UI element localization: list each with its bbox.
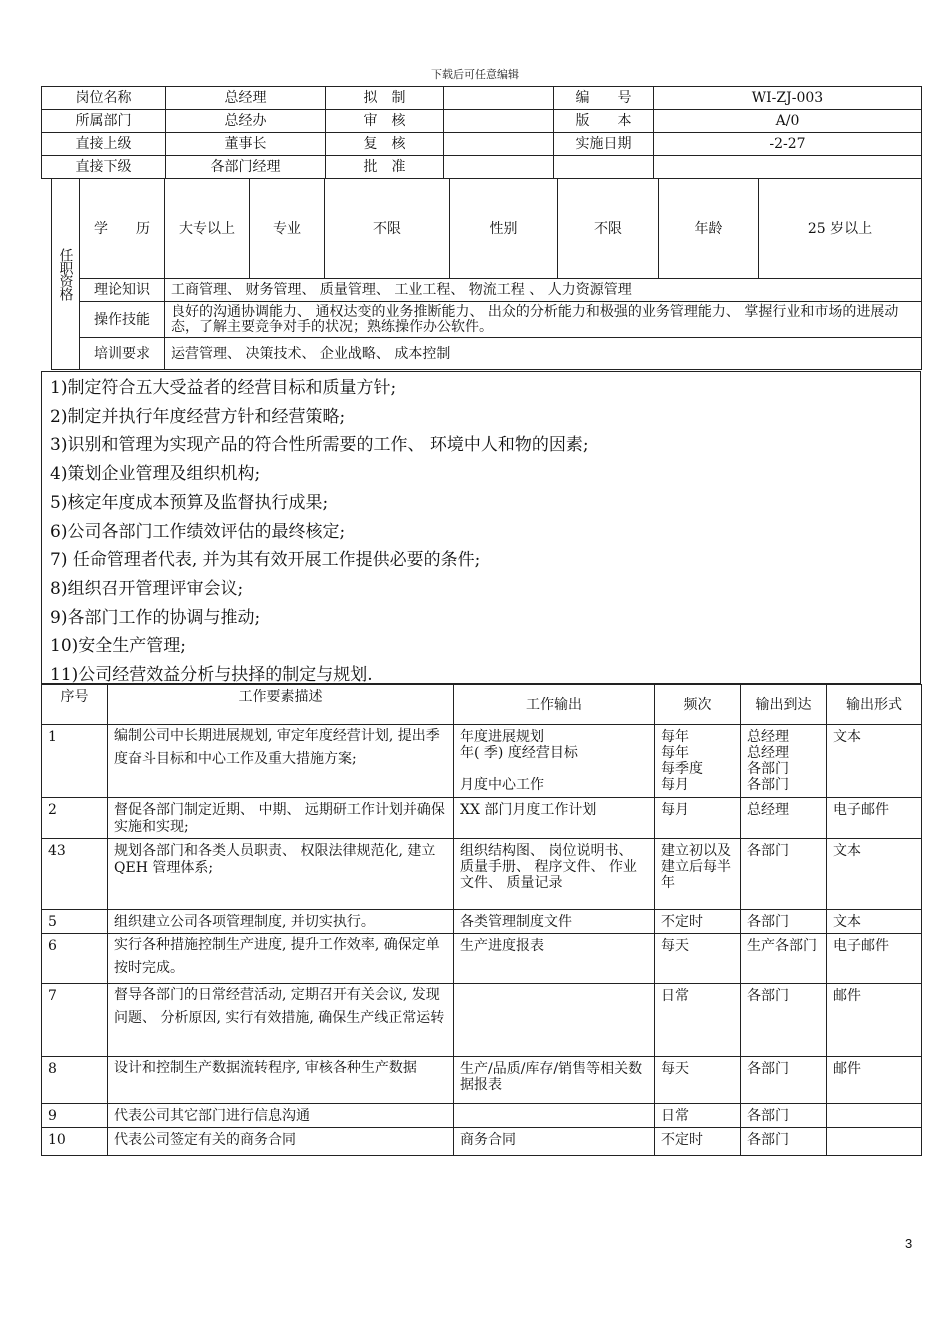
header-cell bbox=[444, 87, 554, 110]
table-cell: 不定时 bbox=[655, 1128, 741, 1156]
table-cell: 建立初以及建立后每半年 bbox=[655, 839, 741, 910]
table-cell: 年度进展规划 年( 季) 度经营目标 月度中心工作 bbox=[454, 725, 655, 798]
duty-item: 5)核定年度成本预算及监督执行成果; bbox=[50, 492, 329, 513]
table-cell: 实行各种措施控制生产进度, 提升工作效率, 确保定单按时完成。 bbox=[108, 934, 454, 984]
column-header: 序号 bbox=[42, 685, 108, 725]
table-cell: 文本 bbox=[827, 725, 922, 798]
table-cell: 每月 bbox=[655, 798, 741, 839]
qualification-section-label bbox=[52, 179, 80, 370]
table-row bbox=[42, 1057, 922, 1104]
table-row bbox=[42, 839, 922, 910]
table-row bbox=[42, 725, 922, 798]
header-cell: WI-ZJ-003 bbox=[654, 87, 922, 110]
header-cell: 直接下级 bbox=[42, 156, 166, 179]
table-cell: 规划各部门和各类人员职责、 权限法律规范化, 建立 QEH 管理体系; bbox=[108, 839, 454, 910]
table-cell: 不定时 bbox=[655, 910, 741, 934]
header-cell: 复 核 bbox=[326, 133, 444, 156]
table-cell: 9 bbox=[42, 1104, 108, 1128]
table-cell bbox=[827, 1128, 922, 1156]
column-header: 工作要素描述 bbox=[108, 685, 454, 725]
table-cell: 日常 bbox=[655, 984, 741, 1057]
header-cell bbox=[444, 110, 554, 133]
gender-value: 不限 bbox=[558, 179, 659, 279]
table-cell: 代表公司签定有关的商务合同 bbox=[108, 1128, 454, 1156]
table-cell: 2 bbox=[42, 798, 108, 839]
header-cell bbox=[654, 156, 922, 179]
table-cell bbox=[454, 984, 655, 1057]
header-cell bbox=[444, 156, 554, 179]
table-cell: 编制公司中长期进展规划, 审定年度经营计划, 提出季度奋斗目标和中心工作及重大措施方案; bbox=[108, 725, 454, 798]
column-header: 输出到达 bbox=[741, 685, 827, 725]
table-cell: 日常 bbox=[655, 1104, 741, 1128]
table-row bbox=[42, 1128, 922, 1156]
age-value: 25 岁以上 bbox=[759, 179, 922, 279]
position-header-table bbox=[41, 86, 922, 179]
work-elements-table bbox=[41, 684, 922, 1156]
header-cell: 版 本 bbox=[554, 110, 654, 133]
table-row bbox=[42, 934, 922, 984]
table-cell bbox=[827, 1104, 922, 1128]
table-cell bbox=[454, 1104, 655, 1128]
skill-label: 操作技能 bbox=[80, 302, 165, 338]
table-row bbox=[42, 910, 922, 934]
theory-value: 工商管理、 财务管理、 质量管理、 工业工程、 物流工程 、 人力资源管理 bbox=[165, 279, 922, 302]
education-value: 大专以上 bbox=[165, 179, 250, 279]
duty-item: 4)策划企业管理及组织机构; bbox=[50, 464, 261, 485]
duty-item: 1)制定符合五大受益者的经营目标和质量方针; bbox=[50, 378, 397, 398]
header-cell: 总经理 bbox=[166, 87, 326, 110]
table-cell: 各部门 bbox=[741, 984, 827, 1057]
table-cell: 邮件 bbox=[827, 984, 922, 1057]
header-cell bbox=[444, 133, 554, 156]
column-header: 工作输出 bbox=[454, 685, 655, 725]
table-cell: 生产进度报表 bbox=[454, 934, 655, 984]
header-cell: 总经办 bbox=[166, 110, 326, 133]
table-cell: 各部门 bbox=[741, 1057, 827, 1104]
table-cell: 5 bbox=[42, 910, 108, 934]
table-cell: 7 bbox=[42, 984, 108, 1057]
table-row bbox=[42, 984, 922, 1057]
table-cell: 督促各部门制定近期、 中期、 远期研工作计划并确保实施和实现; bbox=[108, 798, 454, 839]
table-cell: 生产各部门 bbox=[741, 934, 827, 984]
header-cell: 拟 制 bbox=[326, 87, 444, 110]
table-cell: 文本 bbox=[827, 910, 922, 934]
download-note: 下载后可任意编辑 bbox=[431, 68, 519, 81]
duty-item: 9)各部门工作的协调与推动; bbox=[50, 607, 261, 628]
table-cell: 总经理 总经理 各部门 各部门 bbox=[741, 725, 827, 798]
major-value: 不限 bbox=[325, 179, 450, 279]
table-row bbox=[42, 798, 922, 839]
duty-item: 7) 任命管理者代表, 并为其有效开展工作提供必要的条件; bbox=[50, 550, 481, 571]
header-cell: 批 准 bbox=[326, 156, 444, 179]
duty-item: 6)公司各部门工作绩效评估的最终核定; bbox=[50, 521, 346, 542]
header-row bbox=[42, 110, 922, 133]
table-cell: 文本 bbox=[827, 839, 922, 910]
header-cell: 直接上级 bbox=[42, 133, 166, 156]
column-header: 输出形式 bbox=[827, 685, 922, 725]
major-label: 专业 bbox=[250, 179, 325, 279]
duty-item: 8)组织召开管理评审会议; bbox=[50, 578, 244, 599]
table-cell: 组织建立公司各项管理制度, 并切实执行。 bbox=[108, 910, 454, 934]
duty-item: 11)公司经营效益分析与抉择的制定与规划. bbox=[50, 665, 373, 686]
table-cell: XX 部门月度工作计划 bbox=[454, 798, 655, 839]
education-label: 学 历 bbox=[80, 179, 165, 279]
table-cell: 1 bbox=[42, 725, 108, 798]
table-row bbox=[42, 1104, 922, 1128]
table-cell: 各部门 bbox=[741, 910, 827, 934]
table-cell: 生产/品质/库存/销售等相关数据报表 bbox=[454, 1057, 655, 1104]
table-cell: 10 bbox=[42, 1128, 108, 1156]
table-cell: 各部门 bbox=[741, 839, 827, 910]
header-cell: 董事长 bbox=[166, 133, 326, 156]
header-cell bbox=[554, 156, 654, 179]
training-value: 运营管理、 决策技术、 企业战略、 成本控制 bbox=[165, 338, 922, 370]
page-number: 3 bbox=[905, 1236, 913, 1251]
table-cell: 43 bbox=[42, 839, 108, 910]
header-cell: 实施日期 bbox=[554, 133, 654, 156]
table-cell: 组织结构图、 岗位说明书、 质量手册、 程序文件、 作业文件、 质量记录 bbox=[454, 839, 655, 910]
table-cell: 各部门 bbox=[741, 1104, 827, 1128]
table-cell: 电子邮件 bbox=[827, 798, 922, 839]
table-cell: 总经理 bbox=[741, 798, 827, 839]
gender-label: 性别 bbox=[450, 179, 558, 279]
header-row bbox=[42, 87, 922, 110]
table-cell: 每天 bbox=[655, 934, 741, 984]
header-cell: 岗位名称 bbox=[42, 87, 166, 110]
table-cell: 每天 bbox=[655, 1057, 741, 1104]
age-label: 年龄 bbox=[659, 179, 759, 279]
table-cell: 设计和控制生产数据流转程序, 审核各种生产数据 bbox=[108, 1057, 454, 1104]
header-row bbox=[42, 133, 922, 156]
table-cell: 各部门 bbox=[741, 1128, 827, 1156]
header-cell: 各部门经理 bbox=[166, 156, 326, 179]
duty-item: 3)识别和管理为实现产品的符合性所需要的工作、 环境中人和物的因素; bbox=[50, 435, 589, 456]
qualification-section-text: 任职资格 bbox=[57, 248, 74, 300]
table-cell: 6 bbox=[42, 934, 108, 984]
table-cell: 8 bbox=[42, 1057, 108, 1104]
qualification-table bbox=[51, 178, 922, 370]
table-cell: 每年 每年 每季度 每月 bbox=[655, 725, 741, 798]
theory-label: 理论知识 bbox=[80, 279, 165, 302]
header-cell: 所属部门 bbox=[42, 110, 166, 133]
tasks-header-row bbox=[42, 685, 922, 725]
table-cell: 代表公司其它部门进行信息沟通 bbox=[108, 1104, 454, 1128]
skill-value: 良好的沟通协调能力、 通权达变的业务推断能力、 出众的分析能力和极强的业务管理能力、 掌握行业和市场的进展动态，了解主要竞争对手的状况；熟练操作办公软件。 bbox=[165, 302, 922, 338]
column-header: 频次 bbox=[655, 685, 741, 725]
duty-item: 2)制定并执行年度经营方针和经营策略; bbox=[50, 406, 346, 427]
table-cell: 督导各部门的日常经营活动, 定期召开有关会议, 发现问题、 分析原因, 实行有效措施, 确保生产线正常运转 bbox=[108, 984, 454, 1057]
table-cell: 电子邮件 bbox=[827, 934, 922, 984]
header-cell: -2-27 bbox=[654, 133, 922, 156]
table-cell: 邮件 bbox=[827, 1057, 922, 1104]
duties-list bbox=[41, 371, 921, 684]
table-cell: 商务合同 bbox=[454, 1128, 655, 1156]
duty-item: 10)安全生产管理; bbox=[50, 636, 186, 657]
header-cell: 审 核 bbox=[326, 110, 444, 133]
table-cell: 各类管理制度文件 bbox=[454, 910, 655, 934]
header-row bbox=[42, 156, 922, 179]
header-cell: A/0 bbox=[654, 110, 922, 133]
training-label: 培训要求 bbox=[80, 338, 165, 370]
header-cell: 编 号 bbox=[554, 87, 654, 110]
